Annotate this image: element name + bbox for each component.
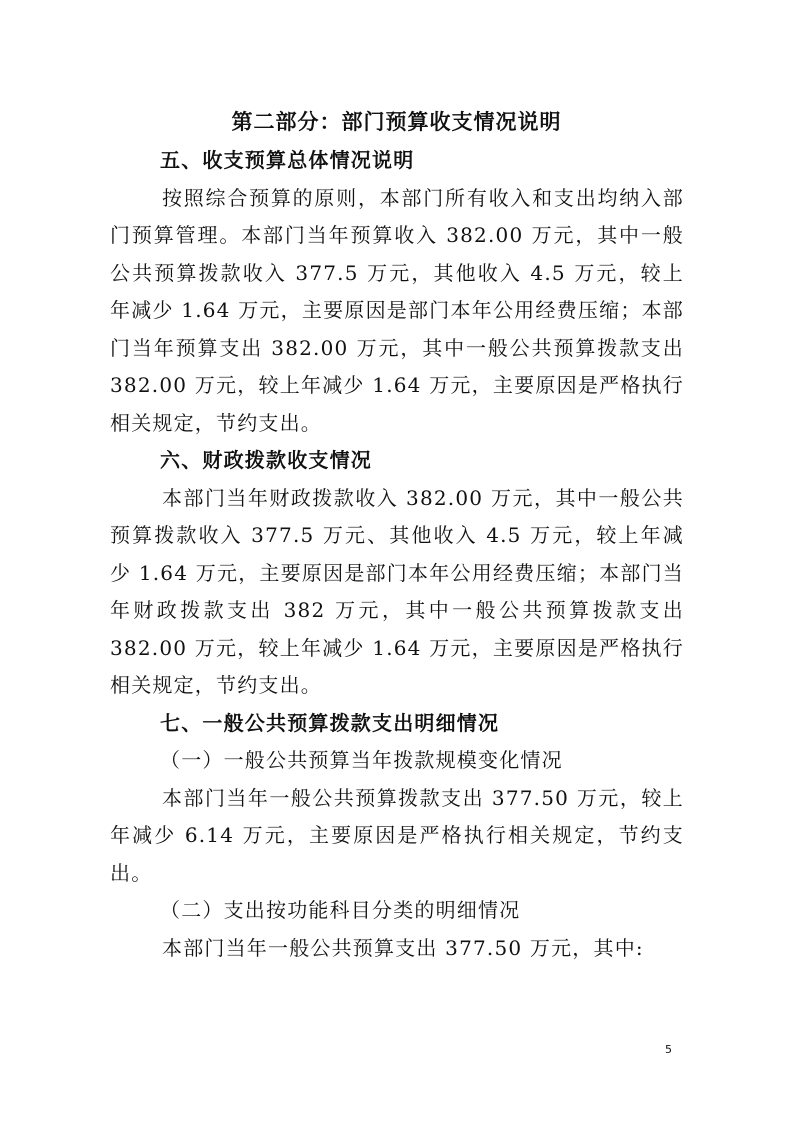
subsection-heading-7-1: （一）一般公共预算当年拨款规模变化情况	[160, 748, 563, 772]
section-heading-7: 七、一般公共预算拨款支出明细情况	[160, 710, 500, 735]
subsection-7-2-paragraph: 本部门当年一般公共预算支出 377.50 万元，其中:	[162, 935, 644, 960]
page-title: 第二部分：部门预算收支情况说明	[231, 110, 562, 134]
document-body	[110, 142, 684, 967]
section-heading-6: 六、财政拨款收支情况	[160, 448, 372, 472]
subsection-heading-7-2: （二）支出按功能科目分类的明细情况	[160, 898, 521, 922]
section-5-paragraph: 按照综合预算的原则，本部门所有收入和支出均纳入部门预算管理。本部门当年预算收入 382.00 万元，其中一般公共预算拨款收入 377.5 万元，其他收入 4.5 万元，较上年减少 1.64 万元，主要原因是部门本年公用经费压缩；本部门当年预算支出 382.00 万元，其中一般公共预算拨款支出 382.00 万元，较上年减少 1.64 万元，主要原因是严格执行相关规定，节约支出。	[110, 185, 684, 435]
section-6-paragraph: 本部门当年财政拨款收入 382.00 万元，其中一般公共预算拨款收入 377.5 万元、其他收入 4.5 万元，较上年减少 1.64 万元，主要原因是部门本年公用经费压缩；本部门当年财政拨款支出 382 万元，其中一般公共预算拨款支出 382.00 万元，较上年减少 1.64 万元，主要原因是严格执行相关规定，节约支出。	[110, 485, 684, 697]
subsection-7-1-paragraph: 本部门当年一般公共预算拨款支出 377.50 万元，较上年减少 6.14 万元，主要原因是严格执行相关规定，节约支出。	[110, 785, 684, 885]
section-heading-5: 五、收支预算总体情况说明	[160, 148, 415, 172]
page-number: 5	[665, 1043, 672, 1056]
